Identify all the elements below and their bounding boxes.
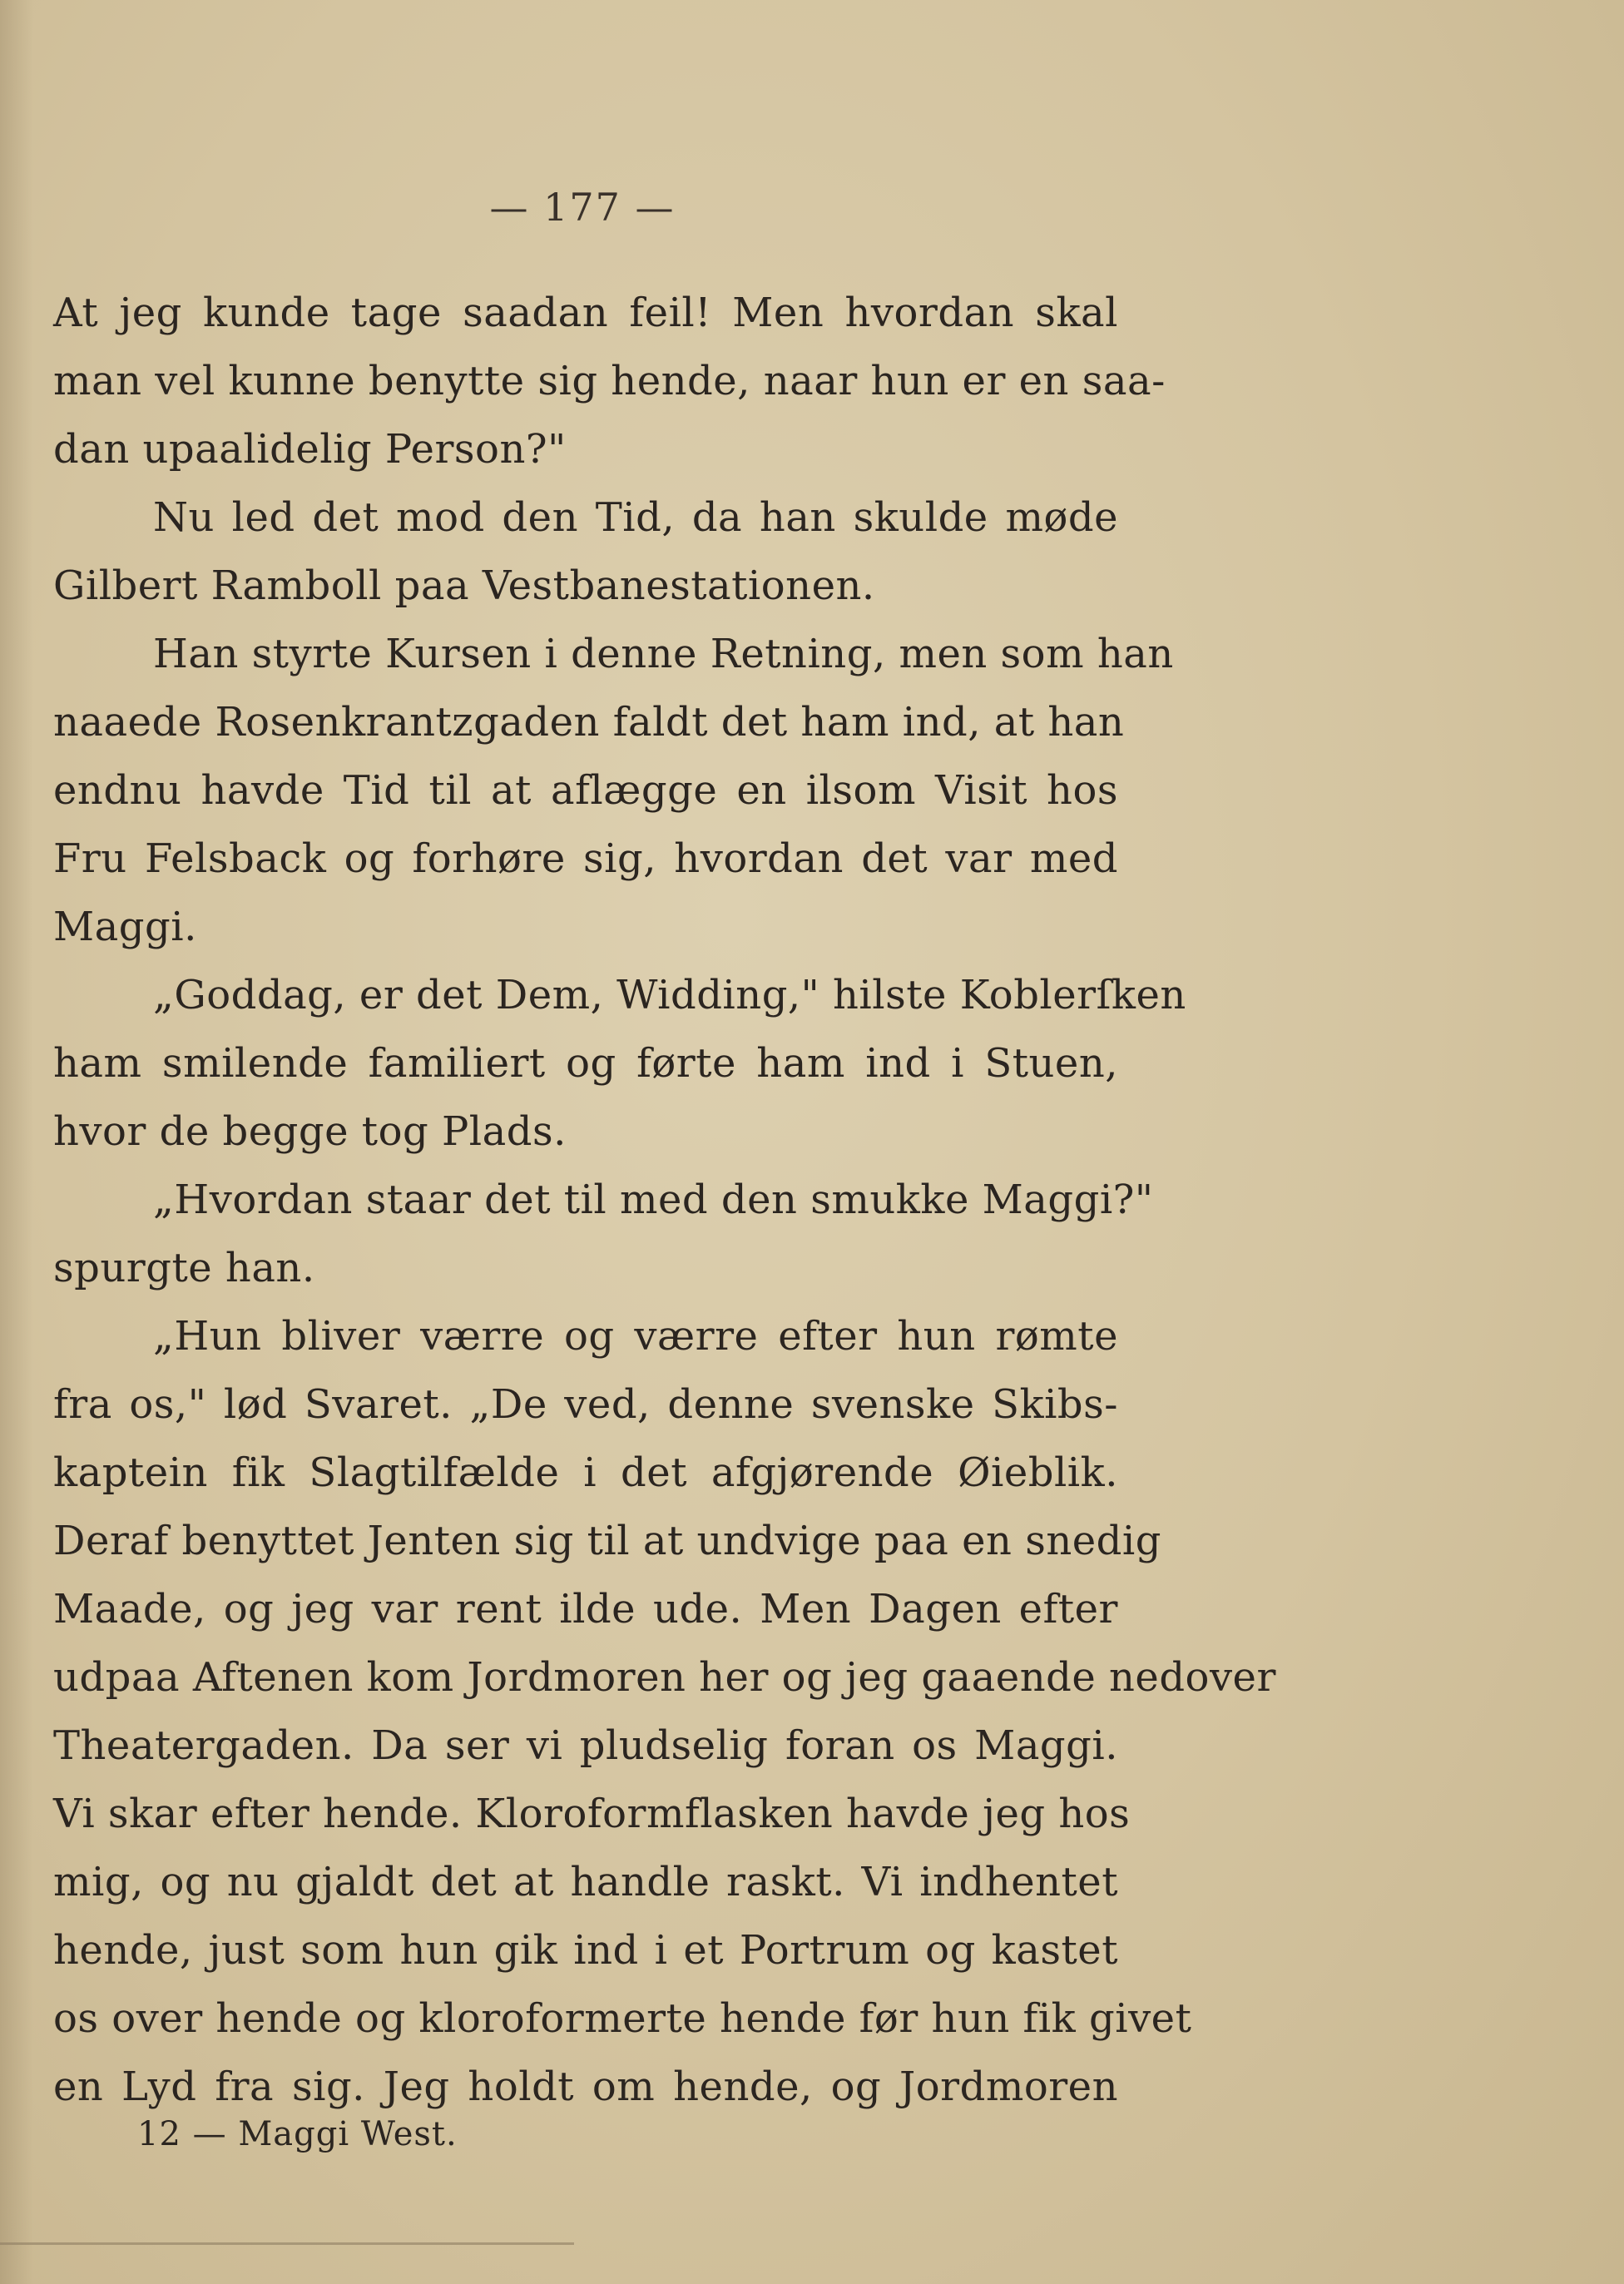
text-line: Gilbert Ramboll paa Vestbanestationen. xyxy=(53,562,875,609)
text-line: Maggi. xyxy=(53,904,197,950)
text-line: Maade, og jeg var rent ilde ude. Men Dagen efter xyxy=(53,1586,1118,1632)
text-line: fra os," lød Svaret. „De ved, denne svenske Skibs- xyxy=(53,1381,1118,1428)
text-line: spurgte han. xyxy=(53,1245,315,1291)
text-line: „Goddag, er det Dem, Widding," hilste Koblerſken xyxy=(153,972,1186,1018)
text-line: kaptein fik Slagtilfælde i det afgjørende Øieblik. xyxy=(53,1449,1118,1496)
page-number: — 177 — xyxy=(489,185,676,230)
text-line: Fru Felsback og forhøre sig, hvordan det var med xyxy=(53,835,1118,882)
bottom-edge-line xyxy=(0,2242,574,2245)
text-line: Nu led det mod den Tid, da han skulde møde xyxy=(153,494,1118,541)
text-line: Theatergaden. Da ser vi pludselig foran os Maggi. xyxy=(53,1722,1118,1769)
text-line: hvor de begge tog Plads. xyxy=(53,1108,567,1155)
text-line: naaede Rosenkrantzgaden faldt det ham ind, at han xyxy=(53,699,1125,746)
text-line: en Lyd fra sig. Jeg holdt om hende, og Jordmoren xyxy=(53,2064,1118,2110)
text-line: mig, og nu gjaldt det at handle raskt. Vi indhentet xyxy=(53,1859,1118,1905)
text-line: Deraf benyttet Jenten sig til at undvige paa en snedig xyxy=(53,1518,1161,1564)
text-line: „Hun bliver værre og værre efter hun rømte xyxy=(153,1313,1118,1360)
text-line: „Hvordan staar det til med den smukke Maggi?" xyxy=(153,1177,1154,1223)
text-line: Han styrte Kursen i denne Retning, men som han xyxy=(153,631,1174,677)
text-line: ham smilende familiert og førte ham ind i Stuen, xyxy=(53,1040,1118,1087)
printer-signature: 12 — Maggi West. xyxy=(137,2115,458,2153)
text-line: hende, just som hun gik ind i et Portrum og kastet xyxy=(53,1927,1118,1974)
text-line: dan upaalidelig Person?" xyxy=(53,426,567,473)
text-line: os over hende og kloroformerte hende før hun fik givet xyxy=(53,1995,1192,2042)
text-line: man vel kunne benytte sig hende, naar hun er en saa- xyxy=(53,358,1166,404)
body-text xyxy=(53,279,1276,2121)
text-line: At jeg kunde tage saadan feil! Men hvordan skal xyxy=(53,290,1118,336)
text-line: udpaa Aftenen kom Jordmoren her og jeg gaaende nedover xyxy=(53,1654,1276,1701)
text-line: Vi skar efter hende. Kloroformflasken havde jeg hos xyxy=(53,1791,1131,1837)
text-line: endnu havde Tid til at aflægge en ilsom Visit hos xyxy=(53,767,1118,814)
